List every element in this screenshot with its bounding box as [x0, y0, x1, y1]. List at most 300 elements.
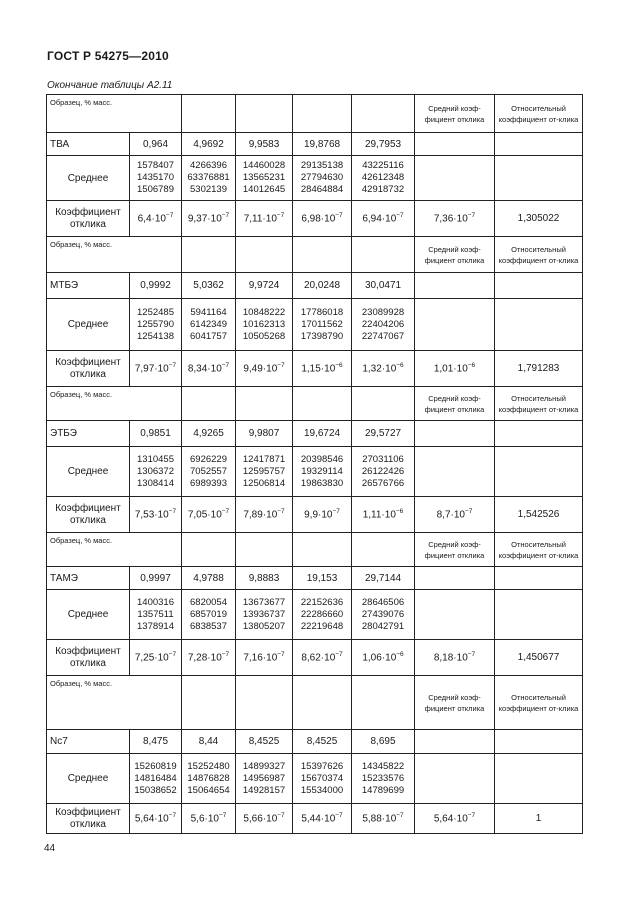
coefficient-value	[236, 201, 293, 237]
coefficient-mantissa: 1,06·10	[362, 652, 397, 664]
substance-name: МТБЭ	[47, 273, 130, 299]
avg-coef-header: Средний коэф-фициент отклика	[415, 676, 495, 730]
peak-area-value: 15670374	[300, 772, 344, 784]
peak-area-value: 15534000	[300, 784, 344, 796]
coefficient-mantissa: 5,64·10	[134, 813, 169, 825]
coefficient-row	[47, 201, 583, 237]
empty-cell	[236, 676, 293, 730]
empty-cell	[415, 447, 495, 497]
peak-area-value: 22747067	[361, 330, 405, 342]
peak-area-values	[293, 299, 352, 351]
peak-area-values	[130, 590, 182, 640]
peak-area-value: 14789699	[361, 784, 405, 796]
avg-exponent: −7	[464, 508, 473, 516]
concentration-value: 4,9788	[182, 567, 236, 590]
coefficient-label: Коэффициент отклика	[47, 497, 130, 533]
concentration-value: 9,9724	[236, 273, 293, 299]
coefficient-exponent: −7	[277, 362, 285, 370]
peak-area-value: 15252480	[187, 760, 230, 772]
peak-area-value: 22152636	[300, 596, 344, 608]
coefficient-value	[130, 804, 182, 834]
substance-name: Nc7	[47, 730, 130, 754]
mean-label: Среднее	[47, 299, 130, 351]
avg-coef-header: Средний коэф-фициент отклика	[415, 95, 495, 133]
empty-cell	[415, 590, 495, 640]
empty-cell	[182, 237, 236, 273]
substance-row	[47, 567, 583, 590]
peak-area-values	[352, 590, 415, 640]
rel-coef-header: Относительный коэффициент от-клика	[495, 237, 583, 273]
peak-area-value: 1578407	[137, 160, 174, 171]
peak-area-value: 28042791	[361, 620, 405, 632]
peak-area-value: 15038652	[134, 784, 177, 796]
peak-area-value: 5941164	[190, 306, 227, 318]
peak-area-value: 14345822	[361, 760, 405, 772]
coefficient-exponent: −7	[335, 812, 343, 820]
peak-area-value: 26122426	[361, 465, 405, 477]
coefficient-mantissa: 6,4·10	[137, 213, 166, 225]
coefficient-value	[352, 497, 415, 533]
peak-area-value: 14876828	[187, 772, 230, 784]
peak-area-value: 20398546	[300, 453, 344, 465]
avg-exponent: −7	[467, 212, 476, 220]
coefficient-exponent: −7	[168, 651, 177, 659]
empty-cell	[415, 421, 495, 447]
peak-area-value: 1357511	[137, 608, 174, 620]
coefficient-exponent: −7	[168, 508, 177, 516]
peak-area-value: 1435170	[137, 172, 174, 183]
empty-cell	[495, 754, 583, 804]
peak-area-value: 14816484	[134, 772, 177, 784]
concentration-value: 30,0471	[352, 273, 415, 299]
peak-area-value: 1400316	[137, 596, 174, 608]
peak-area-values	[352, 754, 415, 804]
empty-cell	[352, 237, 415, 273]
coefficient-value	[182, 804, 236, 834]
coefficient-exponent: −7	[335, 651, 343, 659]
peak-area-value: 13805207	[242, 620, 286, 632]
concentration-value: 0,9992	[130, 273, 182, 299]
peak-area-value: 22219648	[300, 620, 344, 632]
empty-cell	[415, 730, 495, 754]
peak-area-value: 1378914	[137, 620, 174, 632]
rel-coefficient-value: 1	[495, 804, 583, 834]
concentration-value: 8,695	[352, 730, 415, 754]
avg-mantissa: 8,7·10	[436, 509, 465, 521]
concentration-value: 29,5727	[352, 421, 415, 447]
empty-cell	[495, 447, 583, 497]
peak-area-values	[293, 590, 352, 640]
mean-row	[47, 299, 583, 351]
coefficient-label: Коэффициент отклика	[47, 201, 130, 237]
coefficient-exponent: −7	[396, 212, 404, 220]
coefficient-mantissa: 7,16·10	[243, 652, 278, 664]
peak-area-value: 6989393	[190, 477, 227, 489]
block-header-row	[47, 676, 583, 730]
empty-cell	[236, 533, 293, 567]
peak-area-value: 29135138	[300, 160, 344, 171]
peak-area-value: 13673677	[242, 596, 286, 608]
mean-label: Среднее	[47, 156, 130, 201]
substance-row	[47, 730, 583, 754]
peak-area-values	[236, 754, 293, 804]
peak-area-value: 1255790	[137, 318, 174, 330]
empty-cell	[182, 676, 236, 730]
concentration-value: 8,4525	[293, 730, 352, 754]
rel-coefficient-value: 1,791283	[495, 351, 583, 387]
concentration-value: 29,7953	[352, 133, 415, 156]
peak-area-value: 15397626	[300, 760, 344, 772]
coefficient-value	[182, 351, 236, 387]
coefficient-mantissa: 7,28·10	[187, 652, 222, 664]
block-header-row	[47, 387, 583, 421]
peak-area-value: 43225116	[362, 160, 404, 171]
coefficient-value	[182, 497, 236, 533]
coefficient-mantissa: 6,98·10	[301, 213, 336, 225]
coefficient-mantissa: 5,66·10	[243, 813, 278, 825]
coefficient-mantissa: 6,94·10	[362, 213, 397, 225]
empty-cell	[495, 730, 583, 754]
coefficient-label: Коэффициент отклика	[47, 804, 130, 834]
peak-area-value: 10848222	[242, 306, 286, 318]
peak-area-values	[352, 299, 415, 351]
substance-row	[47, 421, 583, 447]
empty-cell	[495, 421, 583, 447]
coefficient-mantissa: 5,6·10	[190, 813, 219, 825]
coefficient-value	[130, 640, 182, 676]
coefficient-value	[352, 351, 415, 387]
peak-area-values	[293, 447, 352, 497]
coefficient-value	[352, 201, 415, 237]
avg-mantissa: 1,01·10	[433, 363, 468, 375]
page-number: 44	[44, 843, 56, 854]
empty-cell	[415, 567, 495, 590]
peak-area-value: 42612348	[361, 172, 405, 183]
obrazets-label: Образец, % масс.	[47, 95, 182, 133]
empty-cell	[495, 273, 583, 299]
substance-row	[47, 133, 583, 156]
coefficient-label: Коэффициент отклика	[47, 351, 130, 387]
avg-coef-header: Средний коэф-фициент отклика	[415, 387, 495, 421]
rel-coef-header: Относительный коэффициент от-клика	[495, 676, 583, 730]
peak-area-values	[182, 754, 236, 804]
concentration-value: 8,475	[130, 730, 182, 754]
coefficient-value	[236, 351, 293, 387]
empty-cell	[415, 754, 495, 804]
concentration-value: 9,9807	[236, 421, 293, 447]
coefficient-exponent: −7	[335, 212, 343, 220]
peak-area-value: 6041757	[190, 330, 227, 342]
peak-area-value: 12417871	[242, 453, 286, 465]
empty-cell	[415, 133, 495, 156]
empty-cell	[293, 387, 352, 421]
empty-cell	[352, 387, 415, 421]
peak-area-value: 1252485	[137, 306, 174, 318]
coefficient-exponent: −7	[276, 212, 285, 220]
empty-cell	[182, 95, 236, 133]
peak-area-value: 27031106	[362, 453, 404, 465]
empty-cell	[236, 95, 293, 133]
rel-coef-header: Относительный коэффициент от-клика	[495, 533, 583, 567]
concentration-value: 0,9851	[130, 421, 182, 447]
peak-area-value: 26576766	[361, 477, 405, 489]
mean-row	[47, 447, 583, 497]
coefficient-mantissa: 7,97·10	[134, 363, 169, 375]
substance-name: ТВА	[47, 133, 130, 156]
avg-exponent: −7	[467, 651, 476, 659]
peak-area-values	[130, 754, 182, 804]
concentration-value: 8,4525	[236, 730, 293, 754]
coefficient-exponent: −7	[277, 508, 285, 516]
coefficient-mantissa: 7,89·10	[243, 509, 278, 521]
empty-cell	[495, 133, 583, 156]
coefficient-value	[352, 804, 415, 834]
empty-cell	[415, 273, 495, 299]
peak-area-values	[236, 299, 293, 351]
coefficient-mantissa: 1,32·10	[362, 363, 397, 375]
coefficient-exponent: −7	[221, 212, 230, 220]
peak-area-values	[182, 447, 236, 497]
peak-area-value: 5302139	[190, 184, 227, 195]
coefficient-row	[47, 351, 583, 387]
peak-area-value: 27439076	[361, 608, 405, 620]
peak-area-value: 10505268	[242, 330, 286, 342]
coefficient-value	[293, 640, 352, 676]
rel-coef-header: Относительный коэффициент от-клика	[495, 95, 583, 133]
coefficient-label: Коэффициент отклика	[47, 640, 130, 676]
empty-cell	[293, 676, 352, 730]
peak-area-value: 17786018	[300, 306, 344, 318]
coefficient-exponent: −7	[218, 812, 227, 820]
peak-area-value: 17011562	[301, 318, 343, 330]
obrazets-label: Образец, % масс.	[47, 533, 182, 567]
empty-cell	[495, 299, 583, 351]
coefficient-exponent: −7	[332, 508, 340, 516]
coefficient-value	[130, 201, 182, 237]
concentration-value: 29,7144	[352, 567, 415, 590]
obrazets-label: Образец, % масс.	[47, 387, 182, 421]
empty-cell	[182, 533, 236, 567]
coefficient-exponent: −6	[396, 651, 404, 659]
coefficient-row	[47, 497, 583, 533]
obrazets-label: Образец, % масс.	[47, 676, 182, 730]
empty-cell	[415, 156, 495, 201]
peak-area-value: 1254138	[137, 330, 174, 342]
coefficient-value	[182, 201, 236, 237]
peak-area-value: 1310455	[137, 453, 174, 465]
peak-area-value: 42918732	[361, 184, 405, 195]
obrazets-label: Образец, % масс.	[47, 237, 182, 273]
peak-area-values	[236, 156, 293, 201]
concentration-value: 8,44	[182, 730, 236, 754]
peak-area-value: 1506789	[137, 184, 174, 195]
peak-area-values	[293, 754, 352, 804]
empty-cell	[495, 156, 583, 201]
peak-area-value: 1306372	[137, 465, 174, 477]
concentration-value: 0,964	[130, 133, 182, 156]
peak-area-value: 6926229	[190, 453, 227, 465]
coefficient-exponent: −7	[165, 212, 174, 220]
peak-area-value: 6142349	[190, 318, 227, 330]
avg-coefficient-value	[415, 201, 495, 237]
coefficient-mantissa: 5,88·10	[362, 813, 397, 825]
coefficient-exponent: −7	[168, 812, 177, 820]
peak-area-value: 15064654	[187, 784, 230, 796]
peak-area-values	[236, 590, 293, 640]
peak-area-value: 10162313	[242, 318, 286, 330]
peak-area-value: 14928157	[242, 784, 286, 796]
coefficient-exponent: −6	[335, 362, 343, 370]
peak-area-value: 17398790	[300, 330, 344, 342]
peak-area-values	[293, 156, 352, 201]
peak-area-value: 19329114	[301, 465, 343, 477]
peak-area-value: 7052557	[190, 465, 227, 477]
coefficient-value	[236, 497, 293, 533]
avg-coefficient-value	[415, 640, 495, 676]
peak-area-value: 14899327	[242, 760, 286, 772]
peak-area-value: 14460028	[242, 160, 286, 171]
peak-area-values	[130, 156, 182, 201]
peak-area-value: 14012645	[242, 184, 286, 195]
block-header-row	[47, 237, 583, 273]
peak-area-values	[130, 447, 182, 497]
coefficient-mantissa: 8,34·10	[187, 363, 222, 375]
mean-label: Среднее	[47, 754, 130, 804]
avg-mantissa: 5,64·10	[433, 813, 468, 825]
peak-area-value: 13936737	[242, 608, 286, 620]
coefficient-mantissa: 1,11·10	[362, 509, 396, 521]
avg-coef-header: Средний коэф-фициент отклика	[415, 237, 495, 273]
coefficient-mantissa: 7,11·10	[243, 213, 277, 225]
concentration-value: 4,9265	[182, 421, 236, 447]
peak-area-value: 12506814	[242, 477, 286, 489]
substance-name: ЭТБЭ	[47, 421, 130, 447]
concentration-value: 4,9692	[182, 133, 236, 156]
peak-area-values	[352, 447, 415, 497]
empty-cell	[415, 299, 495, 351]
coefficient-row	[47, 804, 583, 834]
block-header-row	[47, 95, 583, 133]
coefficient-value	[236, 804, 293, 834]
mean-row	[47, 156, 583, 201]
peak-area-value: 15260819	[134, 760, 177, 772]
coefficient-exponent: −7	[396, 812, 404, 820]
avg-mantissa: 7,36·10	[433, 213, 468, 225]
coefficient-mantissa: 7,25·10	[134, 652, 169, 664]
substance-name: ТАМЭ	[47, 567, 130, 590]
concentration-value: 9,8883	[236, 567, 293, 590]
coefficient-exponent: −6	[395, 508, 404, 516]
coefficient-value	[352, 640, 415, 676]
peak-area-value: 6820054	[190, 596, 227, 608]
concentration-value: 0,9997	[130, 567, 182, 590]
peak-area-values	[182, 299, 236, 351]
mean-row	[47, 754, 583, 804]
rel-coefficient-value: 1,450677	[495, 640, 583, 676]
rel-coefficient-value: 1,305022	[495, 201, 583, 237]
coefficient-exponent: −7	[221, 651, 230, 659]
coefficient-mantissa: 8,62·10	[301, 652, 336, 664]
empty-cell	[236, 237, 293, 273]
coefficient-mantissa: 5,44·10	[301, 813, 336, 825]
coefficient-row	[47, 640, 583, 676]
coefficient-mantissa: 7,05·10	[187, 509, 222, 521]
concentration-value: 5,0362	[182, 273, 236, 299]
empty-cell	[293, 237, 352, 273]
peak-area-value: 15233576	[361, 772, 405, 784]
peak-area-value: 22404206	[361, 318, 405, 330]
peak-area-value: 28646506	[361, 596, 405, 608]
concentration-value: 19,153	[293, 567, 352, 590]
peak-area-values	[236, 447, 293, 497]
concentration-value: 20,0248	[293, 273, 352, 299]
coefficient-exponent: −7	[277, 812, 285, 820]
coefficient-exponent: −7	[277, 651, 285, 659]
concentration-value: 19,8768	[293, 133, 352, 156]
peak-area-value: 28464884	[300, 184, 344, 195]
coefficient-mantissa: 9,37·10	[187, 213, 222, 225]
document-header: ГОСТ Р 54275—2010	[47, 49, 169, 63]
coefficient-mantissa: 1,15·10	[301, 363, 336, 375]
coefficient-value	[293, 351, 352, 387]
rel-coefficient-value: 1,542526	[495, 497, 583, 533]
coefficient-mantissa: 9,49·10	[243, 363, 278, 375]
response-factor-table	[46, 94, 583, 834]
block-header-row	[47, 533, 583, 567]
avg-mantissa: 8,18·10	[433, 652, 468, 664]
mean-row	[47, 590, 583, 640]
avg-exponent: −7	[467, 812, 476, 820]
peak-area-value: 13565231	[242, 172, 286, 183]
coefficient-exponent: −7	[168, 362, 177, 370]
peak-area-values	[182, 590, 236, 640]
peak-area-value: 14956987	[242, 772, 286, 784]
peak-area-value: 23089928	[361, 306, 405, 318]
rel-coef-header: Относительный коэффициент от-клика	[495, 387, 583, 421]
empty-cell	[236, 387, 293, 421]
avg-coef-header: Средний коэф-фициент отклика	[415, 533, 495, 567]
mean-label: Среднее	[47, 590, 130, 640]
substance-row	[47, 273, 583, 299]
avg-coefficient-value	[415, 497, 495, 533]
coefficient-exponent: −7	[221, 362, 230, 370]
empty-cell	[352, 533, 415, 567]
peak-area-value: 22286660	[300, 608, 344, 620]
peak-area-values	[130, 299, 182, 351]
peak-area-value: 4266396	[190, 160, 227, 171]
coefficient-value	[130, 351, 182, 387]
empty-cell	[182, 387, 236, 421]
peak-area-value: 27794630	[300, 172, 344, 183]
peak-area-value: 19863830	[300, 477, 344, 489]
peak-area-value: 63376881	[187, 172, 230, 183]
coefficient-mantissa: 7,53·10	[134, 509, 169, 521]
concentration-value: 19,6724	[293, 421, 352, 447]
peak-area-value: 6838537	[190, 620, 227, 632]
peak-area-values	[182, 156, 236, 201]
coefficient-exponent: −7	[221, 508, 230, 516]
coefficient-value	[293, 497, 352, 533]
avg-coefficient-value	[415, 351, 495, 387]
coefficient-exponent: −6	[396, 362, 404, 370]
peak-area-value: 1308414	[137, 477, 174, 489]
peak-area-values	[352, 156, 415, 201]
empty-cell	[495, 590, 583, 640]
coefficient-value	[130, 497, 182, 533]
coefficient-value	[182, 640, 236, 676]
coefficient-value	[236, 640, 293, 676]
empty-cell	[293, 95, 352, 133]
